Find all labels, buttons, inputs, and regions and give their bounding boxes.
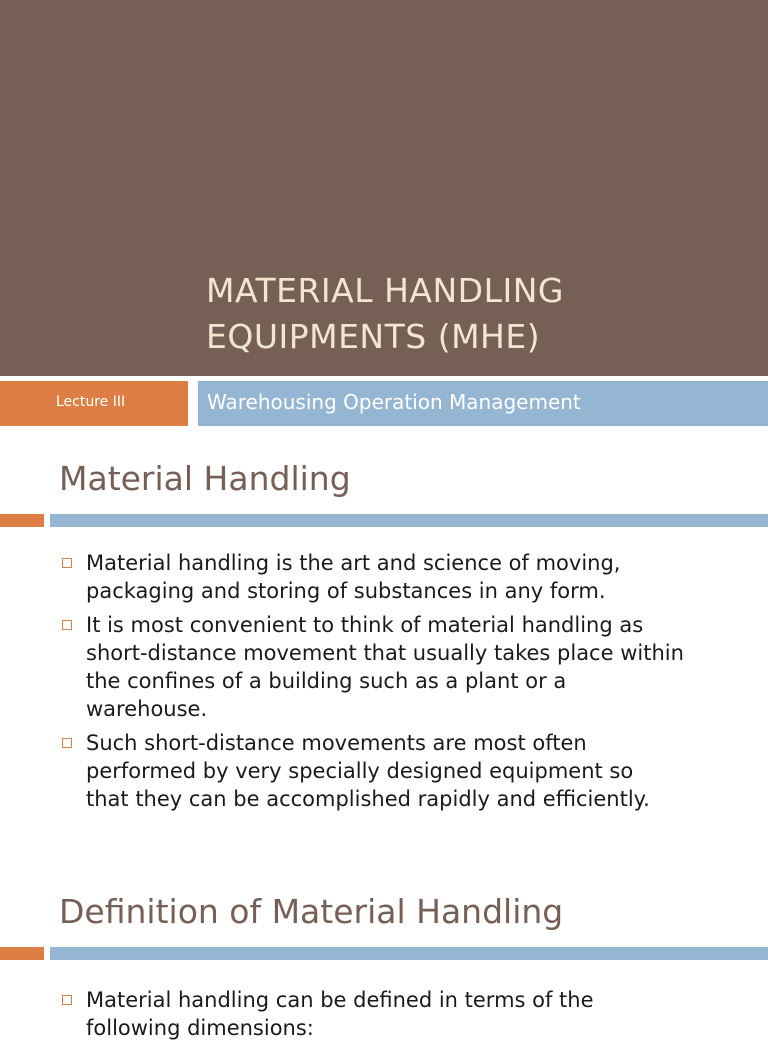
divider-accent-orange (0, 514, 44, 527)
slide-heading: Definition of Material Handling (59, 892, 564, 931)
list-item (62, 549, 742, 605)
bullet-line: Material handling can be defined in terms of the (86, 988, 594, 1012)
bullet-line: following dimensions: (86, 1016, 314, 1040)
slide-subtitle: Warehousing Operation Management (207, 390, 581, 414)
list-item (62, 729, 742, 813)
lecture-label: Lecture III (56, 394, 126, 410)
list-item (62, 611, 742, 723)
bullet-line: the confines of a building such as a plant or a (86, 669, 567, 693)
bullet-line: short-distance movement that usually takes place within (86, 641, 684, 665)
bullet-line: that they can be accomplished rapidly and efficiently. (86, 787, 650, 811)
bullet-line: Material handling is the art and science of moving, (86, 551, 621, 575)
square-bullet-icon (62, 558, 72, 568)
bullet-line: packaging and storing of substances in any form. (86, 579, 606, 603)
bullet-text (86, 549, 742, 605)
bullet-text (86, 729, 742, 813)
divider-accent-blue (50, 514, 768, 527)
bullet-line: It is most convenient to think of material handling as (86, 613, 644, 637)
lecture-badge (0, 381, 188, 426)
subtitle-banner (198, 381, 768, 426)
bullet-line: performed by very specially designed equipment so (86, 759, 634, 783)
square-bullet-icon (62, 620, 72, 630)
slide-title (206, 268, 746, 360)
bullet-text (86, 986, 742, 1042)
bullet-text (86, 611, 742, 723)
bullet-list (62, 986, 742, 1048)
slide-title-line-1: MATERIAL HANDLING (206, 271, 564, 310)
bullet-line: warehouse. (86, 697, 208, 721)
title-slide (0, 0, 768, 426)
divider-accent-blue (50, 947, 768, 960)
divider-accent-orange (0, 947, 44, 960)
slide-title-line-2: EQUIPMENTS (MHE) (206, 317, 541, 356)
bullet-list (62, 549, 742, 819)
list-item (62, 986, 742, 1042)
slide-heading: Material Handling (59, 459, 351, 498)
square-bullet-icon (62, 738, 72, 748)
square-bullet-icon (62, 995, 72, 1005)
title-panel (0, 0, 768, 376)
bullet-line: Such short-distance movements are most often (86, 731, 587, 755)
